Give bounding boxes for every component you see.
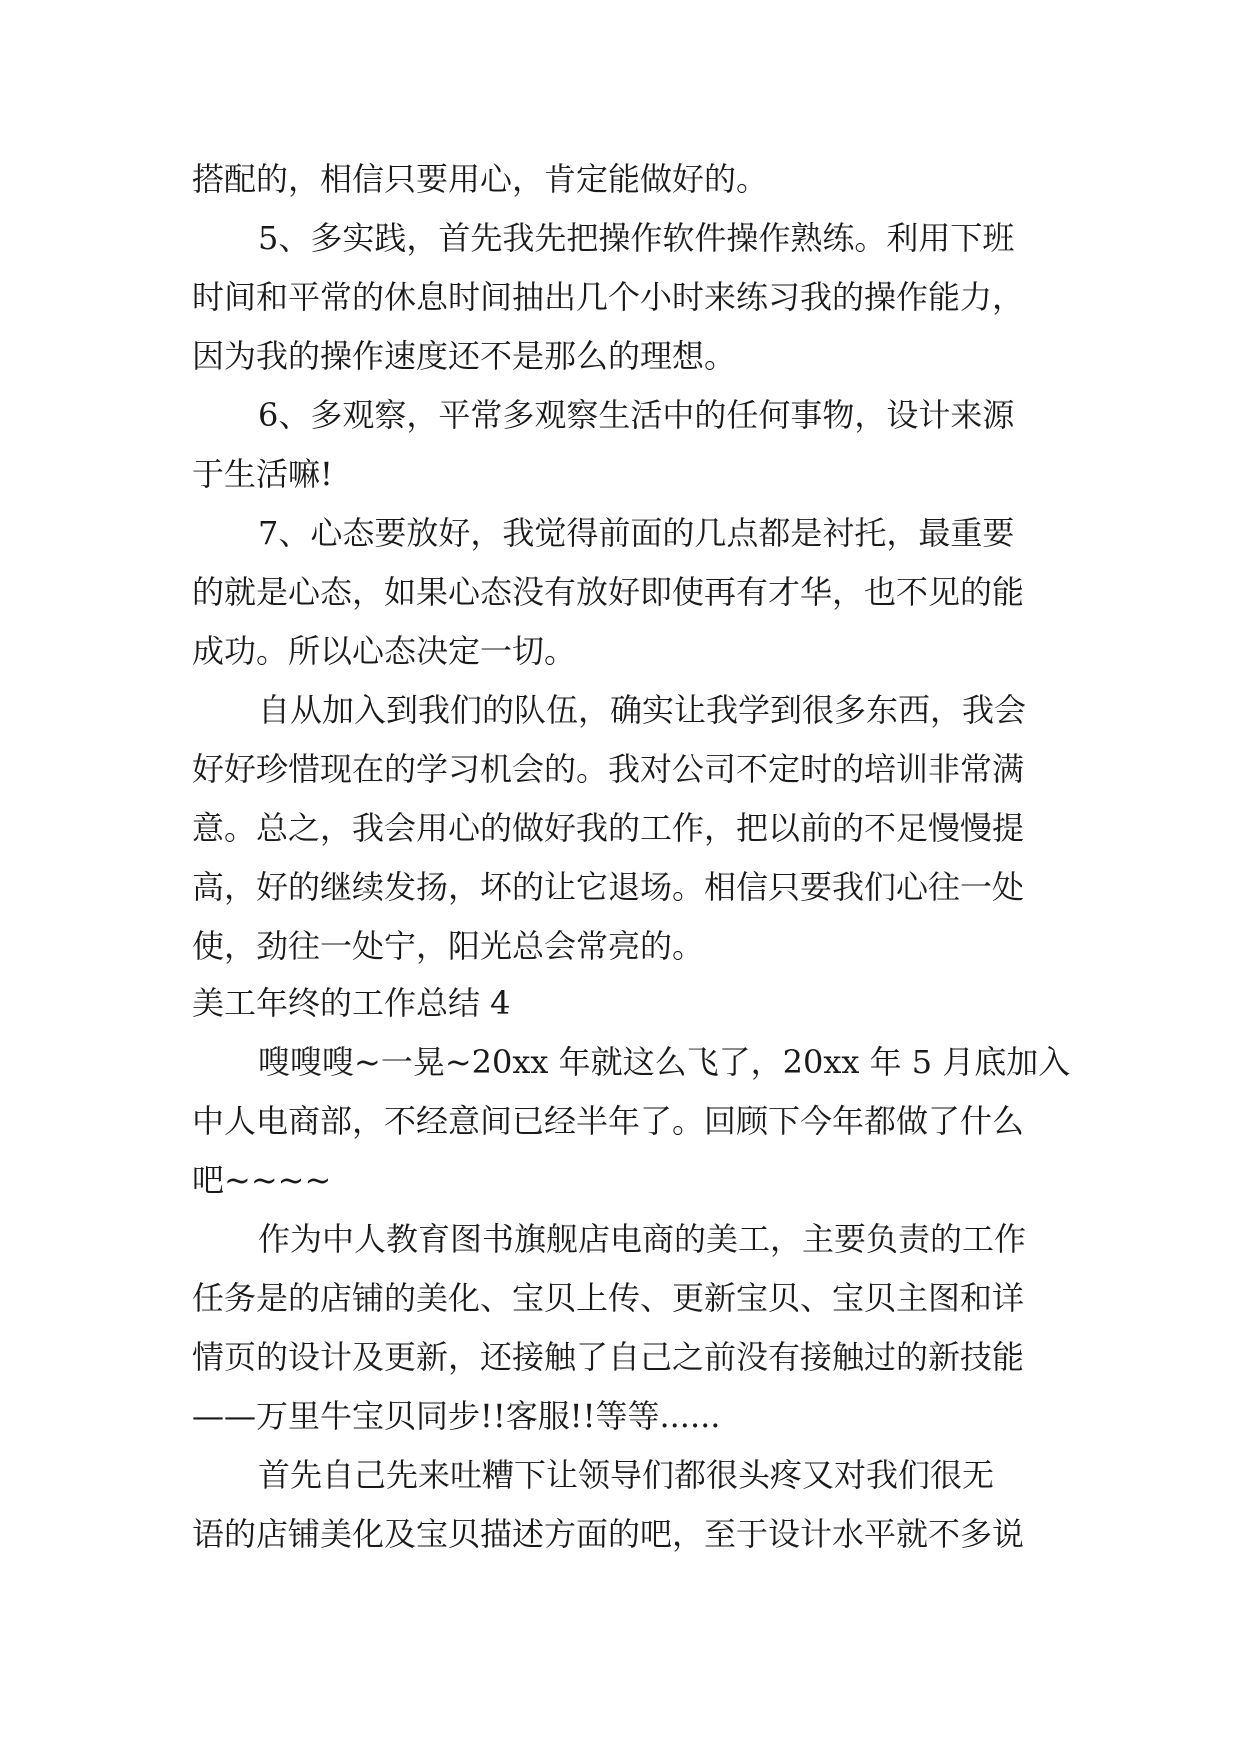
text-line: 吧~~~~ <box>192 1161 332 1199</box>
text-line: 首先自己先来吐糟下让领导们都很头疼又对我们很无 <box>258 1456 995 1494</box>
text-line: 自从加入到我们的队伍，确实让我学到很多东西，我会 <box>258 691 1027 729</box>
text-line: 高，好的继续发扬，坏的让它退场。相信只要我们心往一处 <box>192 868 1025 906</box>
text-line: 语的店铺美化及宝贝描述方面的吧，至于设计水平就不多说 <box>192 1515 1025 1553</box>
text-line: 搭配的，相信只要用心，肯定能做好的。 <box>192 160 769 198</box>
document-body <box>192 150 1071 1564</box>
text-line: 情页的设计及更新，还接触了自己之前没有接触过的新技能 <box>192 1338 1025 1376</box>
text-line: ——万里牛宝贝同步!!客服!!等等...... <box>192 1397 721 1435</box>
text-line: 7、心态要放好，我觉得前面的几点都是衬托，最重要 <box>258 514 1015 552</box>
text-line: 5、多实践，首先我先把操作软件操作熟练。利用下班 <box>258 219 1015 257</box>
text-line: 好好珍惜现在的学习机会的。我对公司不定时的培训非常满 <box>192 750 1025 788</box>
text-line: 作为中人教育图书旗舰店电商的美工，主要负责的工作 <box>258 1220 1027 1258</box>
text-line: 成功。所以心态决定一切。 <box>192 632 577 670</box>
text-line: 因为我的操作速度还不是那么的理想。 <box>192 337 737 375</box>
text-line: 意。总之，我会用心的做好我的工作，把以前的不足慢慢提 <box>192 809 1025 847</box>
section-title: 美工年终的工作总结 4 <box>192 984 511 1022</box>
text-line: 时间和平常的休息时间抽出几个小时来练习我的操作能力， <box>192 278 1025 316</box>
text-line: 6、多观察，平常多观察生活中的任何事物，设计来源 <box>258 396 1015 434</box>
text-line: 于生活嘛! <box>192 455 333 493</box>
text-line: 的就是心态，如果心态没有放好即使再有才华，也不见的能 <box>192 573 1025 611</box>
text-line: 使，劲往一处宁，阳光总会常亮的。 <box>192 927 705 965</box>
text-line: 嗖嗖嗖~一晃~20xx 年就这么飞了，20xx 年 5 月底加入 <box>258 1043 1071 1081</box>
text-line: 任务是的店铺的美化、宝贝上传、更新宝贝、宝贝主图和详 <box>192 1279 1025 1317</box>
text-line: 中人电商部，不经意间已经半年了。回顾下今年都做了什么 <box>192 1102 1025 1140</box>
